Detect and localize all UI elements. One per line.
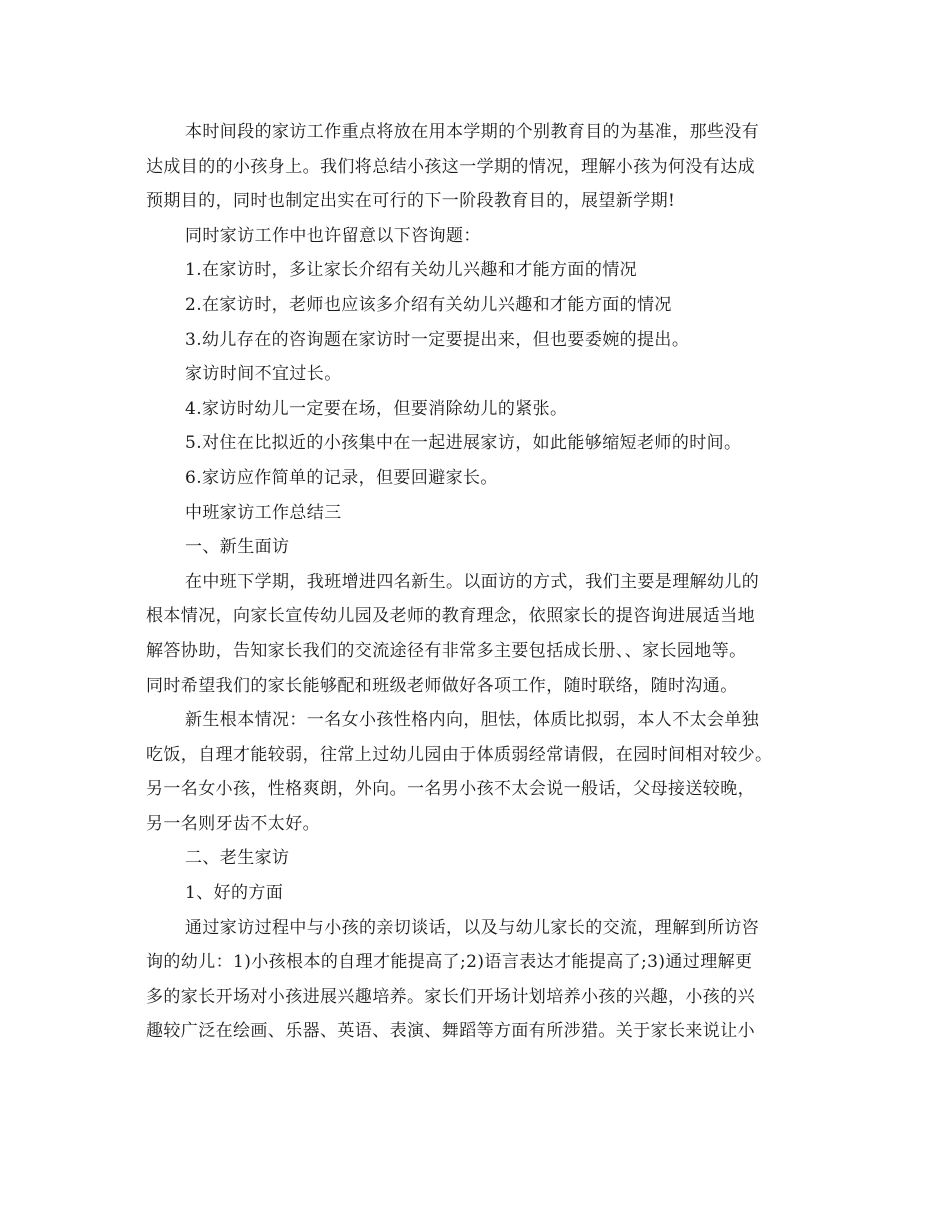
paragraph-line: 解答协助，告知家长我们的交流途径有非常多主要包括成长册、、家长园地等。 (146, 640, 747, 661)
paragraph-line: 吃饭，自理才能较弱，往常上过幼儿园由于体质弱经常请假，在园时间相对较少。 (146, 744, 773, 765)
paragraph-line: 根本情况，向家长宣传幼儿园及老师的教育理念，依照家长的提咨询进展适当地 (146, 606, 755, 627)
list-item: 1.在家访时，多让家长介绍有关幼儿兴趣和才能方面的情况 (185, 260, 638, 281)
paragraph-line: 家访时间不宜过长。 (185, 364, 342, 385)
paragraph-line: 预期目的，同时也制定出实在可行的下一阶段教育目的，展望新学期! (146, 191, 676, 212)
paragraph-line: 同时家访工作中也许留意以下咨询题： (185, 225, 481, 246)
section-heading: 一、新生面访 (185, 537, 290, 558)
paragraph-line: 另一名则牙齿不太好。 (146, 813, 320, 834)
paragraph-line: 新生根本情况：一名女小孩性格内向，胆怯，体质比拟弱，本人不太会单独 (185, 710, 760, 731)
paragraph-line: 本时间段的家访工作重点将放在用本学期的个别教育目的为基准，那些没有 (185, 122, 760, 142)
list-item: 5.对住在比拟近的小孩集中在一起进展家访，如此能够缩短老师的时间。 (185, 433, 742, 454)
paragraph-line: 询的幼儿：1)小孩根本的自理才能提高了;2)语言表达才能提高了;3)通过理解更 (146, 952, 753, 973)
paragraph-line: 另一名女小孩，性格爽朗，外向。一名男小孩不太会说一般话，父母接送较晚， (146, 779, 755, 800)
list-item: 4.家访时幼儿一定要在场，但要消除幼儿的紧张。 (185, 398, 568, 419)
list-item: 6.家访应作简单的记录，但要回避家长。 (185, 467, 498, 488)
section-heading: 二、老生家访 (185, 848, 290, 869)
paragraph-line: 多的家长开场对小孩进展兴趣培养。家长们开场计划培养小孩的兴趣，小孩的兴 (146, 986, 755, 1007)
subsection-heading: 1、好的方面 (185, 883, 284, 904)
paragraph-line: 同时希望我们的家长能够配和班级老师做好各项工作，随时联络，随时沟通。 (146, 675, 738, 696)
list-item: 3.幼儿存在的咨询题在家访时一定要提出来，但也要委婉的提出。 (185, 329, 690, 350)
paragraph-line: 在中班下学期，我班增进四名新生。以面访的方式，我们主要是理解幼儿的 (185, 571, 760, 592)
paragraph-line: 通过家访过程中与小孩的亲切谈话，以及与幼儿家长的交流，理解到所访咨 (185, 917, 760, 938)
paragraph-line: 趣较广泛在绘画、乐器、英语、表演、舞蹈等方面有所涉猎。关于家长来说让小 (146, 1021, 755, 1042)
paragraph-line: 达成目的的小孩身上。我们将总结小孩这一学期的情况，理解小孩为何没有达成 (146, 156, 755, 177)
section-title: 中班家访工作总结三 (185, 502, 342, 523)
list-item: 2.在家访时，老师也应该多介绍有关幼儿兴趣和才能方面的情况 (185, 294, 672, 315)
document-body (146, 115, 806, 1049)
